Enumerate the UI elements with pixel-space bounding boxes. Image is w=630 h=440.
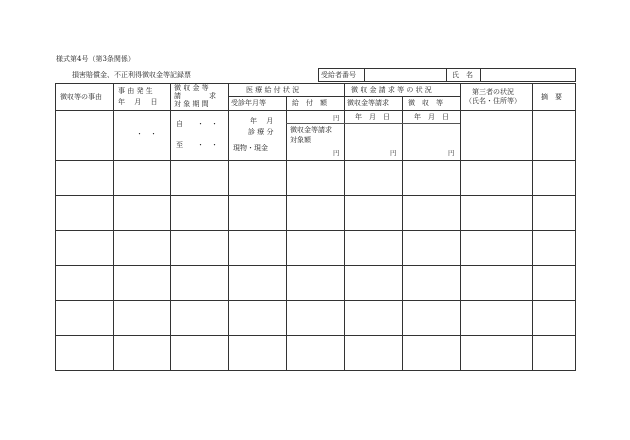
recipient-number-field[interactable]: [365, 69, 445, 81]
name-field[interactable]: [481, 69, 575, 81]
form-title: 損害賠償金、不正利得徴収金等記録票: [72, 71, 191, 79]
header-medical: 医 療 給 付 状 況: [246, 86, 300, 94]
header-claim-line2: 請 求: [174, 92, 216, 100]
claim-date: 年 月 日: [355, 113, 390, 121]
period-to: 至 ・ ・: [176, 141, 218, 149]
recipient-number-label: 受給者番号: [321, 71, 356, 79]
header-claim-line3: 対 象 期 間: [174, 100, 209, 108]
collection-date: 年 月 日: [414, 113, 449, 121]
header-medical-sub2: 給 付 額: [292, 99, 327, 107]
header-collection-sub1: 徴収金等請求: [347, 99, 389, 107]
header-medical-sub1: 受診年月等: [231, 99, 266, 107]
form-number: 様式第4号（第3条関係）: [56, 55, 135, 63]
header-collection-sub2: 徴 収 等: [408, 99, 443, 107]
visit-year-month: 年 月: [250, 117, 274, 125]
treatment-class: 診 療 分: [248, 128, 274, 136]
name-label: 氏 名: [452, 71, 473, 79]
header-collection: 徴 収 金 請 求 等 の 状 況: [351, 86, 432, 94]
occurrence-date-dots: ・ ・: [136, 130, 157, 138]
collection-yen-unit: 円: [448, 149, 455, 157]
header-claim-line1: 徴 収 金 等: [174, 84, 209, 92]
target-yen-unit: 円: [333, 149, 340, 157]
header-occurrence-line1: 事 由 発 生: [118, 87, 153, 95]
header-occurrence-line2: 年 月 日: [118, 98, 158, 106]
target-amount-line2: 対象額: [290, 136, 311, 144]
header-remarks: 摘 要: [541, 93, 562, 101]
header-third-party-line1: 第三者の状況: [472, 88, 514, 96]
period-from: 自 ・ ・: [176, 120, 218, 128]
claim-yen-unit: 円: [390, 149, 397, 157]
in-kind-cash: 現物・現金: [233, 144, 268, 152]
target-amount-line1: 徴収金等請求: [290, 126, 332, 134]
header-third-party-line2: （氏名・住所等）: [465, 97, 521, 105]
header-reason: 徴収等の事由: [60, 93, 102, 101]
benefit-yen-unit: 円: [333, 114, 340, 122]
